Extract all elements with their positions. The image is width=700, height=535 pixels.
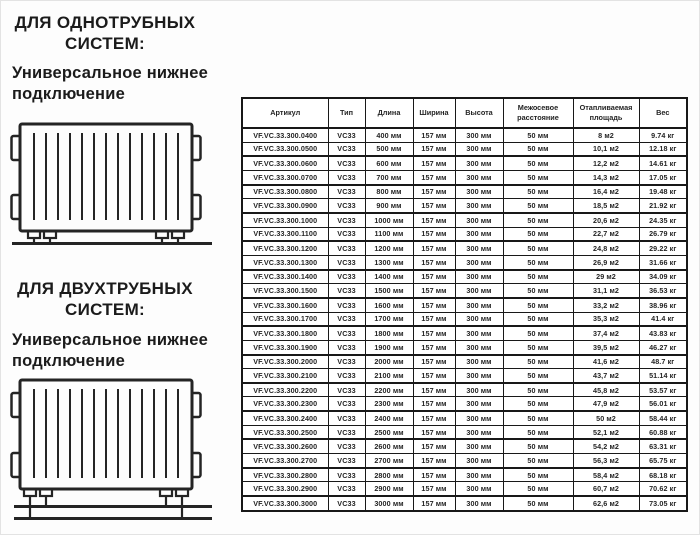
table-row	[242, 142, 687, 156]
table-cell: 1600 мм	[365, 298, 413, 312]
table-cell: 157 мм	[413, 241, 455, 255]
table-row	[242, 468, 687, 482]
table-cell: 50 м2	[573, 411, 639, 425]
table-cell: 50 мм	[503, 312, 573, 326]
table-cell: 157 мм	[413, 156, 455, 170]
table-row	[242, 170, 687, 184]
table-cell: 12,2 м2	[573, 156, 639, 170]
col-header-width: Ширина	[413, 98, 455, 128]
table-cell: VC33	[328, 270, 365, 284]
table-cell: 1500 мм	[365, 284, 413, 298]
table-cell: VF.VC.33.300.1500	[242, 284, 328, 298]
table-row	[242, 369, 687, 383]
table-cell: 1200 мм	[365, 241, 413, 255]
table-cell: 300 мм	[455, 383, 503, 397]
table-cell: 157 мм	[413, 439, 455, 453]
table-row	[242, 355, 687, 369]
table-cell: 19.48 кг	[639, 185, 687, 199]
table-cell: VF.VC.33.300.1900	[242, 340, 328, 354]
table-cell: 300 мм	[455, 355, 503, 369]
table-cell: 50 мм	[503, 284, 573, 298]
table-cell: 50 мм	[503, 142, 573, 156]
table-cell: 300 мм	[455, 326, 503, 340]
table-cell: VF.VC.33.300.0800	[242, 185, 328, 199]
table-cell: 157 мм	[413, 255, 455, 269]
table-cell: 157 мм	[413, 383, 455, 397]
table-cell: VC33	[328, 326, 365, 340]
table-cell: 157 мм	[413, 128, 455, 142]
table-row	[242, 454, 687, 468]
table-cell: 157 мм	[413, 340, 455, 354]
table-cell: 62,6 м2	[573, 496, 639, 511]
table-cell: 157 мм	[413, 284, 455, 298]
table-row	[242, 482, 687, 496]
table-cell: VC33	[328, 383, 365, 397]
table-cell: VC33	[328, 425, 365, 439]
table-cell: VC33	[328, 142, 365, 156]
table-cell: 37,4 м2	[573, 326, 639, 340]
table-cell: VF.VC.33.300.2500	[242, 425, 328, 439]
table-cell: 48.7 кг	[639, 355, 687, 369]
table-cell: 46.27 кг	[639, 340, 687, 354]
table-cell: 50 мм	[503, 298, 573, 312]
table-cell: 9.74 кг	[639, 128, 687, 142]
table-cell: VC33	[328, 298, 365, 312]
table-cell: VF.VC.33.300.2100	[242, 369, 328, 383]
table-cell: 47,9 м2	[573, 397, 639, 411]
table-cell: 45,8 м2	[573, 383, 639, 397]
table-cell: 2600 мм	[365, 439, 413, 453]
table-cell: 1300 мм	[365, 255, 413, 269]
table-cell: 2400 мм	[365, 411, 413, 425]
table-cell: 58,4 м2	[573, 468, 639, 482]
spec-table-body	[242, 128, 687, 511]
table-row	[242, 128, 687, 142]
table-row	[242, 298, 687, 312]
table-cell: 20,6 м2	[573, 213, 639, 227]
header-row	[242, 98, 687, 128]
table-row	[242, 397, 687, 411]
table-cell: 157 мм	[413, 199, 455, 213]
table-cell: 50 мм	[503, 270, 573, 284]
table-cell: 300 мм	[455, 142, 503, 156]
table-cell: VF.VC.33.300.2200	[242, 383, 328, 397]
table-cell: VC33	[328, 128, 365, 142]
table-cell: 2000 мм	[365, 355, 413, 369]
table-cell: 600 мм	[365, 156, 413, 170]
table-cell: 17.05 кг	[639, 170, 687, 184]
col-header-length: Длина	[365, 98, 413, 128]
table-cell: 300 мм	[455, 411, 503, 425]
table-cell: 29.22 кг	[639, 241, 687, 255]
table-cell: 60,7 м2	[573, 482, 639, 496]
table-cell: 2800 мм	[365, 468, 413, 482]
table-cell: VF.VC.33.300.2300	[242, 397, 328, 411]
table-cell: VC33	[328, 454, 365, 468]
spec-table-header	[242, 98, 687, 128]
table-cell: VC33	[328, 170, 365, 184]
table-cell: 50 мм	[503, 411, 573, 425]
table-cell: 1100 мм	[365, 227, 413, 241]
col-header-article: Артикул	[242, 98, 328, 128]
table-cell: 50 мм	[503, 425, 573, 439]
spec-table	[241, 97, 688, 512]
table-cell: 10,1 м2	[573, 142, 639, 156]
table-cell: 300 мм	[455, 213, 503, 227]
table-row	[242, 255, 687, 269]
table-cell: 50 мм	[503, 355, 573, 369]
table-cell: 157 мм	[413, 369, 455, 383]
table-cell: 1400 мм	[365, 270, 413, 284]
table-cell: 300 мм	[455, 156, 503, 170]
table-cell: 157 мм	[413, 454, 455, 468]
table-cell: 31.66 кг	[639, 255, 687, 269]
table-cell: 157 мм	[413, 326, 455, 340]
table-row	[242, 241, 687, 255]
table-cell: VC33	[328, 397, 365, 411]
table-cell: 157 мм	[413, 312, 455, 326]
table-cell: 300 мм	[455, 227, 503, 241]
table-cell: VC33	[328, 156, 365, 170]
table-cell: 1900 мм	[365, 340, 413, 354]
table-cell: 157 мм	[413, 142, 455, 156]
table-row	[242, 312, 687, 326]
table-cell: 43.83 кг	[639, 326, 687, 340]
table-cell: 18,5 м2	[573, 199, 639, 213]
table-cell: VC33	[328, 199, 365, 213]
table-cell: 157 мм	[413, 397, 455, 411]
table-cell: 300 мм	[455, 397, 503, 411]
table-cell: VC33	[328, 284, 365, 298]
table-cell: 800 мм	[365, 185, 413, 199]
col-header-type: Тип	[328, 98, 365, 128]
table-cell: 50 мм	[503, 496, 573, 511]
table-cell: 300 мм	[455, 170, 503, 184]
table-cell: 300 мм	[455, 312, 503, 326]
table-cell: 52,1 м2	[573, 425, 639, 439]
table-cell: 300 мм	[455, 270, 503, 284]
table-cell: VC33	[328, 340, 365, 354]
table-cell: 2500 мм	[365, 425, 413, 439]
radiator-single-pipe-diagram	[6, 119, 218, 251]
table-cell: 56,3 м2	[573, 454, 639, 468]
table-cell: 300 мм	[455, 454, 503, 468]
table-cell: VC33	[328, 439, 365, 453]
table-cell: 2300 мм	[365, 397, 413, 411]
single-pipe-section-title: ДЛЯ ОДНОТРУБНЫХ СИСТЕМ:	[14, 13, 196, 54]
table-row	[242, 227, 687, 241]
table-cell: VF.VC.33.300.1000	[242, 213, 328, 227]
table-cell: 157 мм	[413, 425, 455, 439]
table-cell: 157 мм	[413, 298, 455, 312]
table-cell: 1800 мм	[365, 326, 413, 340]
table-row	[242, 284, 687, 298]
table-cell: 300 мм	[455, 468, 503, 482]
table-cell: 56.01 кг	[639, 397, 687, 411]
table-cell: 400 мм	[365, 128, 413, 142]
table-cell: 50 мм	[503, 482, 573, 496]
table-cell: 300 мм	[455, 482, 503, 496]
radiator-two-pipe-diagram	[6, 375, 218, 527]
table-cell: 50 мм	[503, 340, 573, 354]
table-cell: VC33	[328, 185, 365, 199]
table-cell: 50 мм	[503, 227, 573, 241]
table-cell: 300 мм	[455, 369, 503, 383]
table-cell: 157 мм	[413, 170, 455, 184]
table-cell: 54,2 м2	[573, 439, 639, 453]
table-cell: 60.88 кг	[639, 425, 687, 439]
table-cell: VC33	[328, 468, 365, 482]
table-cell: 50 мм	[503, 397, 573, 411]
table-cell: VC33	[328, 255, 365, 269]
table-cell: 50 мм	[503, 326, 573, 340]
col-header-heated-area: Отапливаемая площадь	[573, 98, 639, 128]
col-header-weight: Вес	[639, 98, 687, 128]
table-cell: 500 мм	[365, 142, 413, 156]
table-cell: VC33	[328, 369, 365, 383]
table-row	[242, 213, 687, 227]
table-cell: 50 мм	[503, 369, 573, 383]
table-cell: 50 мм	[503, 156, 573, 170]
table-cell: VF.VC.33.300.0600	[242, 156, 328, 170]
table-cell: VC33	[328, 241, 365, 255]
table-cell: VC33	[328, 312, 365, 326]
table-cell: 300 мм	[455, 128, 503, 142]
table-row	[242, 411, 687, 425]
table-cell: 50 мм	[503, 199, 573, 213]
table-cell: VC33	[328, 355, 365, 369]
table-cell: 50 мм	[503, 468, 573, 482]
table-cell: 157 мм	[413, 213, 455, 227]
table-cell: VF.VC.33.300.1600	[242, 298, 328, 312]
table-cell: VC33	[328, 482, 365, 496]
table-cell: 300 мм	[455, 439, 503, 453]
table-cell: 300 мм	[455, 185, 503, 199]
table-row	[242, 340, 687, 354]
table-cell: 157 мм	[413, 270, 455, 284]
table-row	[242, 439, 687, 453]
table-cell: VF.VC.33.300.2000	[242, 355, 328, 369]
table-cell: 300 мм	[455, 199, 503, 213]
table-row	[242, 185, 687, 199]
table-cell: 50 мм	[503, 255, 573, 269]
table-cell: 50 мм	[503, 185, 573, 199]
table-cell: 8 м2	[573, 128, 639, 142]
table-cell: 157 мм	[413, 185, 455, 199]
table-cell: 73.05 кг	[639, 496, 687, 511]
table-cell: 2100 мм	[365, 369, 413, 383]
table-cell: 300 мм	[455, 425, 503, 439]
table-cell: VF.VC.33.300.2800	[242, 468, 328, 482]
table-row	[242, 425, 687, 439]
table-cell: VF.VC.33.300.2900	[242, 482, 328, 496]
table-cell: VC33	[328, 496, 365, 511]
table-cell: 50 мм	[503, 439, 573, 453]
table-cell: VF.VC.33.300.0500	[242, 142, 328, 156]
table-cell: 300 мм	[455, 298, 503, 312]
table-cell: VF.VC.33.300.2400	[242, 411, 328, 425]
table-cell: 65.75 кг	[639, 454, 687, 468]
table-cell: 70.62 кг	[639, 482, 687, 496]
table-cell: 2700 мм	[365, 454, 413, 468]
table-cell: 58.44 кг	[639, 411, 687, 425]
table-cell: 68.18 кг	[639, 468, 687, 482]
radiator-icon	[6, 119, 218, 251]
table-cell: 157 мм	[413, 411, 455, 425]
table-cell: VF.VC.33.300.1700	[242, 312, 328, 326]
table-cell: 1700 мм	[365, 312, 413, 326]
table-cell: 41.4 кг	[639, 312, 687, 326]
table-cell: 38.96 кг	[639, 298, 687, 312]
table-cell: 21.92 кг	[639, 199, 687, 213]
table-cell: 157 мм	[413, 482, 455, 496]
table-row	[242, 383, 687, 397]
table-cell: 300 мм	[455, 340, 503, 354]
table-cell: 43,7 м2	[573, 369, 639, 383]
single-pipe-section-subtitle: Универсальное нижнее подключение	[12, 64, 209, 103]
table-cell: VF.VC.33.300.1100	[242, 227, 328, 241]
table-cell: 900 мм	[365, 199, 413, 213]
table-cell: 700 мм	[365, 170, 413, 184]
table-cell: VF.VC.33.300.1200	[242, 241, 328, 255]
table-cell: 29 м2	[573, 270, 639, 284]
table-cell: VF.VC.33.300.2700	[242, 454, 328, 468]
table-cell: 157 мм	[413, 227, 455, 241]
table-cell: 33,2 м2	[573, 298, 639, 312]
table-cell: 12.18 кг	[639, 142, 687, 156]
table-cell: 2200 мм	[365, 383, 413, 397]
table-cell: 51.14 кг	[639, 369, 687, 383]
table-cell: 39,5 м2	[573, 340, 639, 354]
col-header-center-distance: Межосевое расстояние	[503, 98, 573, 128]
table-cell: 300 мм	[455, 255, 503, 269]
table-cell: 24.35 кг	[639, 213, 687, 227]
table-cell: 26,9 м2	[573, 255, 639, 269]
table-cell: VC33	[328, 227, 365, 241]
table-cell: VC33	[328, 411, 365, 425]
table-cell: VF.VC.33.300.2600	[242, 439, 328, 453]
table-cell: VF.VC.33.300.1400	[242, 270, 328, 284]
table-row	[242, 496, 687, 511]
radiator-icon	[6, 375, 218, 527]
table-cell: 300 мм	[455, 496, 503, 511]
two-pipe-section-title: ДЛЯ ДВУХТРУБНЫХ СИСТЕМ:	[17, 279, 193, 320]
table-cell: 1000 мм	[365, 213, 413, 227]
table-cell: 14,3 м2	[573, 170, 639, 184]
table-cell: 53.57 кг	[639, 383, 687, 397]
table-row	[242, 270, 687, 284]
table-cell: 300 мм	[455, 241, 503, 255]
table-row	[242, 199, 687, 213]
table-cell: VF.VC.33.300.0900	[242, 199, 328, 213]
table-cell: 2900 мм	[365, 482, 413, 496]
table-cell: VC33	[328, 213, 365, 227]
table-cell: 300 мм	[455, 284, 503, 298]
table-cell: 24,8 м2	[573, 241, 639, 255]
col-header-height: Высота	[455, 98, 503, 128]
table-cell: 26.79 кг	[639, 227, 687, 241]
table-cell: 36.53 кг	[639, 284, 687, 298]
table-cell: 157 мм	[413, 496, 455, 511]
table-cell: 34.09 кг	[639, 270, 687, 284]
two-pipe-section-subtitle: Универсальное нижнее подключение	[12, 331, 209, 370]
table-cell: 31,1 м2	[573, 284, 639, 298]
table-cell: 63.31 кг	[639, 439, 687, 453]
table-cell: VF.VC.33.300.1300	[242, 255, 328, 269]
table-cell: 50 мм	[503, 213, 573, 227]
table-cell: 50 мм	[503, 128, 573, 142]
table-cell: VF.VC.33.300.3000	[242, 496, 328, 511]
table-cell: 157 мм	[413, 355, 455, 369]
table-cell: 50 мм	[503, 241, 573, 255]
table-row	[242, 156, 687, 170]
table-cell: 14.61 кг	[639, 156, 687, 170]
table-cell: VF.VC.33.300.1800	[242, 326, 328, 340]
table-cell: 50 мм	[503, 383, 573, 397]
table-cell: 3000 мм	[365, 496, 413, 511]
table-row	[242, 326, 687, 340]
table-cell: 157 мм	[413, 468, 455, 482]
table-cell: 50 мм	[503, 170, 573, 184]
table-cell: VF.VC.33.300.0700	[242, 170, 328, 184]
table-cell: 16,4 м2	[573, 185, 639, 199]
left-panel	[0, 0, 236, 535]
table-cell: 50 мм	[503, 454, 573, 468]
table-cell: 35,3 м2	[573, 312, 639, 326]
table-cell: VF.VC.33.300.0400	[242, 128, 328, 142]
table-cell: 41,6 м2	[573, 355, 639, 369]
table-cell: 22,7 м2	[573, 227, 639, 241]
